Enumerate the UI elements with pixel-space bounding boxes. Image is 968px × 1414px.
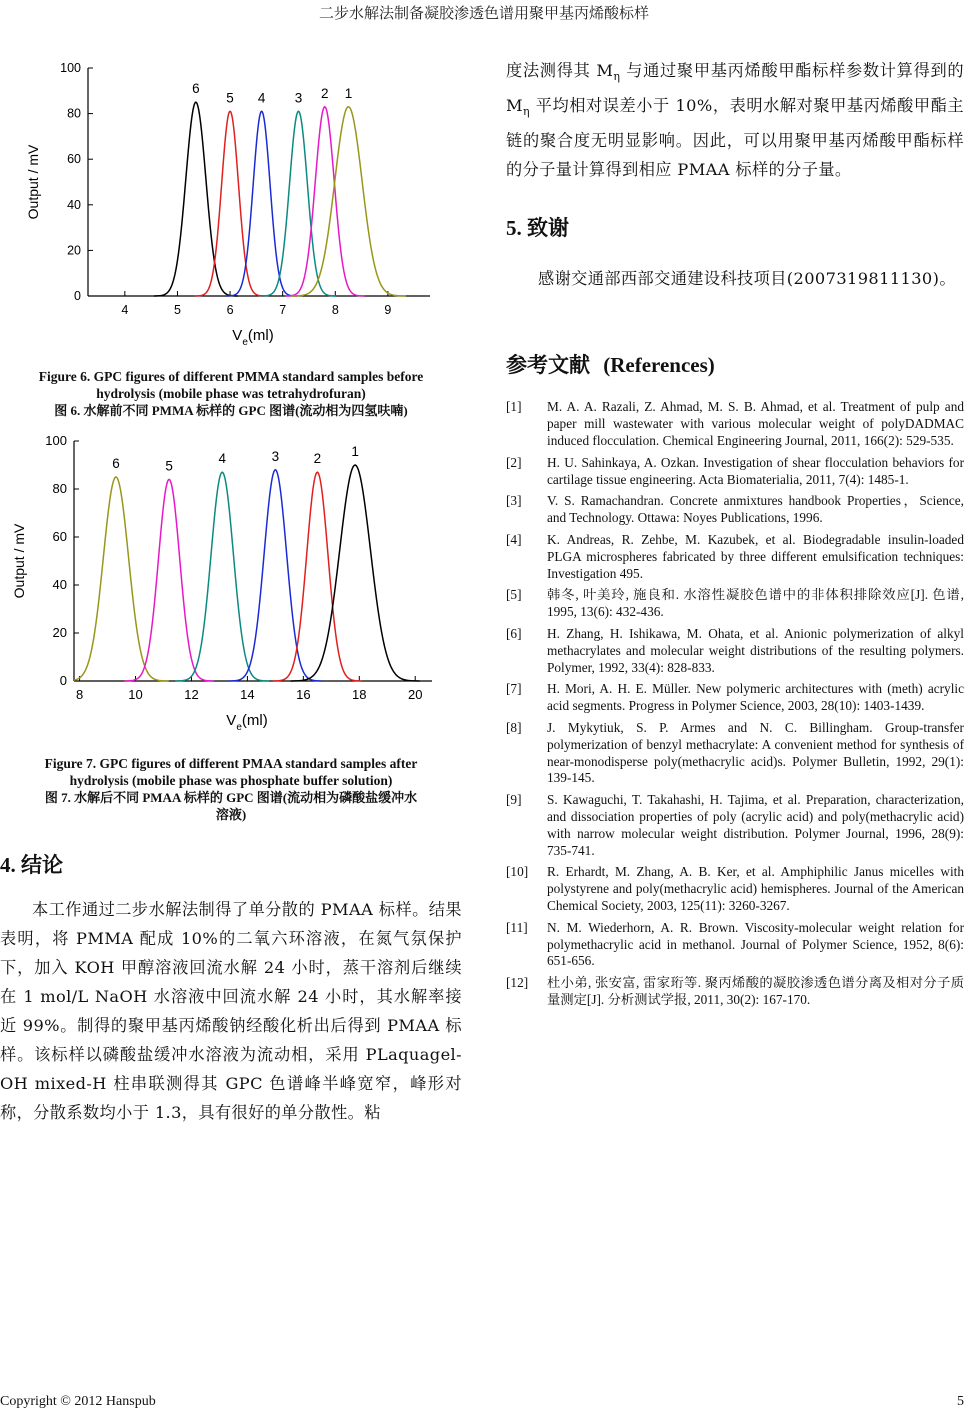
y-tick-label: 20 xyxy=(52,625,67,640)
references-heading xyxy=(506,349,964,379)
x-axis-label-subscript: e xyxy=(236,722,242,733)
section-4-number: 4. xyxy=(0,853,16,877)
series-1-label: 1 xyxy=(351,444,359,459)
left-column xyxy=(0,40,462,1127)
series-3-label: 3 xyxy=(271,448,280,464)
reference-item xyxy=(506,681,964,715)
continued-text-a: 度法测得其 M xyxy=(506,61,614,80)
y-tick-label: 80 xyxy=(52,481,67,496)
series-3-label: 3 xyxy=(294,90,303,106)
reference-number: [11] xyxy=(506,919,528,935)
reference-item xyxy=(506,792,964,859)
footer-page-number: 5 xyxy=(957,1394,964,1409)
footer-copyright: Copyright © 2012 Hanspub xyxy=(0,1394,156,1409)
figure-7-caption-cn-1: 图 7. 水解后不同 PMAA 标样的 GPC 图谱(流动相为磷酸盐缓冲水 xyxy=(44,790,418,805)
reference-number: [5] xyxy=(506,587,522,603)
y-tick-label: 20 xyxy=(67,243,81,258)
x-tick-label: 16 xyxy=(296,687,311,702)
series-4-label: 4 xyxy=(257,90,266,106)
conclusion-paragraph: 本工作通过二步水解法制得了单分散的 PMAA 标样。结果表明，将 PMMA 配成 10%的二氧六环溶液，在氮气氛保护下，加入 KOH 甲醇溶液回流水解 24 小时，蒸干溶剂后继续在 1 mol/L NaOH 水溶液中回流水解 24 小时，其水解率接近 99%。制得的聚甲基丙烯酸钠经酸化析出后得到 PMAA 标样。该标样以磷酸盐缓冲水溶液为流动相，采用 PLaquagel-OH mixed-H 柱串联测得其 GPC 色谱峰半峰宽窄，峰形对称，分散系数均小于 1.3，具有很好的单分散性。粘 xyxy=(0,900,462,1122)
series-5-label: 5 xyxy=(226,90,234,106)
y-axis-label: Output / mV xyxy=(25,144,41,220)
reference-number: [7] xyxy=(506,681,522,697)
right-column xyxy=(506,56,964,1014)
x-axis-label-unit: (ml) xyxy=(247,327,274,344)
series-2-curve xyxy=(285,107,365,296)
reference-item xyxy=(506,626,964,676)
y-tick-label: 40 xyxy=(67,197,81,212)
x-axis-label-unit: (ml) xyxy=(241,712,268,729)
reference-text: H. U. Sahinkaya, A. Ozkan. Investigation of shear flocculation behaviors for cartilage tissue engineering. Acta Biomaterialia, 2011, 7(4): 1485-1. xyxy=(547,454,964,487)
running-head: 二步水解法制备凝胶渗透色谱用聚甲基丙烯酸标样 xyxy=(318,4,649,22)
reference-item xyxy=(506,920,964,970)
series-1-label: 1 xyxy=(344,85,353,101)
reference-text: K. Andreas, R. Zehbe, M. Kazubek, et al. Biodegradable insulin-loaded PLGA microspheres fabricated by three different emulsification techniques: Investigation 495. xyxy=(547,532,964,581)
y-tick-label: 60 xyxy=(52,529,67,544)
figure-7-caption-en-1: Figure 7. GPC figures of different PMAA standard samples after xyxy=(44,756,418,771)
reference-text: R. Erhardt, M. Zhang, A. B. Ker, et al. Amphiphilic Janus micelles with polystyrene and poly(methacrylic acid) hemispheres. Journal of the American Chemical Society, 2003, 125(11): 3260-3267. xyxy=(547,864,964,913)
reference-number: [2] xyxy=(506,454,522,470)
figure-6-caption-en-1: Figure 6. GPC figures of different PMMA standard samples before xyxy=(38,369,424,384)
reference-list xyxy=(506,399,964,1008)
series-2-label: 2 xyxy=(321,85,329,101)
series-6-label: 6 xyxy=(192,81,200,97)
figure-7-caption xyxy=(0,755,462,823)
reference-item xyxy=(506,455,964,489)
reference-number: [3] xyxy=(506,493,522,509)
figure-6-caption-en-2: hydrolysis (mobile phase was tetrahydrofuran) xyxy=(96,386,366,401)
x-tick-label: 12 xyxy=(184,687,199,702)
series-3-curve xyxy=(228,470,322,681)
y-tick-label: 100 xyxy=(45,433,67,448)
eta-subscript-1: η xyxy=(613,70,621,84)
reference-text: N. M. Wiederhorn, A. R. Brown. Viscosity-molecular weight relation for polymethacrylic acid in methanol. Journal of Polymer Science, 1952, 8(6): 651-656. xyxy=(547,919,964,969)
x-tick-label: 8 xyxy=(331,303,339,317)
x-axis-label xyxy=(232,327,273,348)
x-tick-label: 20 xyxy=(407,687,423,702)
reference-text: 杜小弟, 张安富, 雷家珩等. 聚丙烯酸的凝胶渗透色谱分离及相对分子质量测定[J]. 分析测试学报, 2011, 30(2): 167-170. xyxy=(547,975,964,1007)
y-axis-label: Output / mV xyxy=(11,523,27,599)
reference-number: [1] xyxy=(506,399,522,415)
reference-number: [9] xyxy=(506,792,522,808)
x-tick-label: 4 xyxy=(121,303,129,317)
series-6-curve xyxy=(74,477,169,681)
figure-6 xyxy=(0,40,462,362)
series-5-label: 5 xyxy=(165,458,173,474)
eta-subscript-2: η xyxy=(522,105,530,119)
reference-text: H. Zhang, H. Ishikawa, M. Ohata, et al. Anionic polymerization of alkyl methacrylates and molecular weight distributions of the resulting polymers. Polymer, 1992, 33(4): 828-833. xyxy=(547,626,964,675)
series-5-curve xyxy=(195,111,266,296)
series-4-label: 4 xyxy=(218,451,226,467)
x-axis-label-subscript: e xyxy=(242,337,248,348)
figure-6-caption xyxy=(0,368,462,419)
series-1-curve xyxy=(290,465,419,681)
series-6-label: 6 xyxy=(112,456,120,471)
reference-number: [4] xyxy=(506,532,522,548)
series-6-curve xyxy=(154,102,238,296)
section-4-title: 结论 xyxy=(21,853,63,877)
series-2-curve xyxy=(273,472,362,681)
figure-7-chart xyxy=(0,429,462,751)
reference-text: M. A. A. Razali, Z. Ahmad, M. S. B. Ahmad, et al. Treatment of pulp and paper mill wastewater with various molecular weight of polyDADMAC induced flocculation. Chemical Engineering Journal, 2011, 166(2): 529-535. xyxy=(547,399,964,449)
section-5-number: 5. xyxy=(506,216,522,241)
reference-number: [8] xyxy=(506,720,522,736)
x-axis-label-main: V xyxy=(226,712,237,729)
x-tick-label: 18 xyxy=(352,687,367,702)
x-tick-label: 7 xyxy=(279,303,287,317)
section-5-title: 致谢 xyxy=(527,216,569,241)
reference-text: J. Mykytiuk, S. P. Armes and N. C. Billingham. Group-transfer polymerization of benzyl methacrylate: A convenient method for synthesis of near-monodisperse poly(methacrylic acid)s. Polymer Bulletin, 1992, 29(1): 139-145. xyxy=(547,720,964,786)
reference-item xyxy=(506,587,964,621)
x-axis-label-main: V xyxy=(232,327,243,344)
continued-text-b: 与通过聚甲基丙烯酸甲酯标样参数计算得到的 M xyxy=(506,61,964,116)
figure-7-caption-en-2: hydrolysis (mobile phase was phosphate buffer solution) xyxy=(69,773,393,788)
reference-number: [6] xyxy=(506,626,522,642)
reference-item xyxy=(506,399,964,449)
y-tick-label: 0 xyxy=(74,289,81,303)
reference-text: S. Kawaguchi, T. Takahashi, H. Tajima, et al. Preparation, characterization, and dissociation properties of poly (acrylic acid) and poly(methacrylic acid) with narrow molecular weight distribution. Polymer Journal, 1996, 28(9): 735-741. xyxy=(547,792,964,858)
y-tick-label: 60 xyxy=(67,152,81,167)
figure-7-caption-cn-2: 溶液) xyxy=(215,807,247,822)
x-tick-label: 8 xyxy=(75,687,84,702)
reference-item xyxy=(506,975,964,1009)
x-tick-label: 6 xyxy=(226,303,234,317)
x-axis-label xyxy=(226,712,267,733)
acknowledgment-paragraph: 感谢交通部西部交通建设科技项目(2007319811130)。 xyxy=(538,269,956,289)
continued-paragraph xyxy=(506,56,964,184)
x-tick-label: 10 xyxy=(128,687,143,702)
y-tick-label: 0 xyxy=(59,673,67,688)
figure-6-caption-cn: 图 6. 水解前不同 PMMA 标样的 GPC 图谱(流动相为四氢呋喃) xyxy=(54,403,408,418)
reference-text: 韩冬, 叶美玲, 施良和. 水溶性凝胶色谱中的非体积排除效应[J]. 色谱, 1995, 13(6): 432-436. xyxy=(547,587,964,620)
reference-number: [12] xyxy=(506,975,529,991)
figure-7 xyxy=(0,429,462,751)
y-tick-label: 40 xyxy=(52,577,67,592)
x-tick-label: 14 xyxy=(240,687,255,702)
y-tick-label: 100 xyxy=(60,61,81,75)
series-4-curve xyxy=(226,111,297,296)
x-tick-label: 9 xyxy=(384,303,392,317)
reference-text: V. S. Ramachandran. Concrete anmixtures handbook Properties，Science, and Technology. Ottawa: Noyes Publications, 1996. xyxy=(547,493,964,526)
reference-text: H. Mori, A. H. E. Müller. New polymeric architectures with (meth) acrylic acid segments. Progress in Polymer Science, 2003, 28(10): 1403-1439. xyxy=(547,681,964,714)
section-4-heading xyxy=(0,849,462,879)
series-2-label: 2 xyxy=(313,451,322,467)
reference-number: [10] xyxy=(506,864,529,880)
reference-item xyxy=(506,720,964,787)
references-heading-en: (References) xyxy=(603,353,715,378)
x-tick-label: 5 xyxy=(173,303,181,317)
reference-item xyxy=(506,493,964,527)
y-tick-label: 80 xyxy=(67,106,81,121)
reference-item xyxy=(506,532,964,582)
figure-6-chart xyxy=(0,40,462,362)
continued-text-c: 平均相对误差小于 10%，表明水解对聚甲基丙烯酸甲酯主链的聚合度无明显影响。因此，可以用聚甲基丙烯酸甲酯标样的分子量计算得到相应 PMAA 标样的分子量。 xyxy=(506,96,964,180)
reference-item xyxy=(506,864,964,914)
references-heading-cn: 参考文献 xyxy=(506,353,590,378)
section-5-heading xyxy=(506,212,964,242)
